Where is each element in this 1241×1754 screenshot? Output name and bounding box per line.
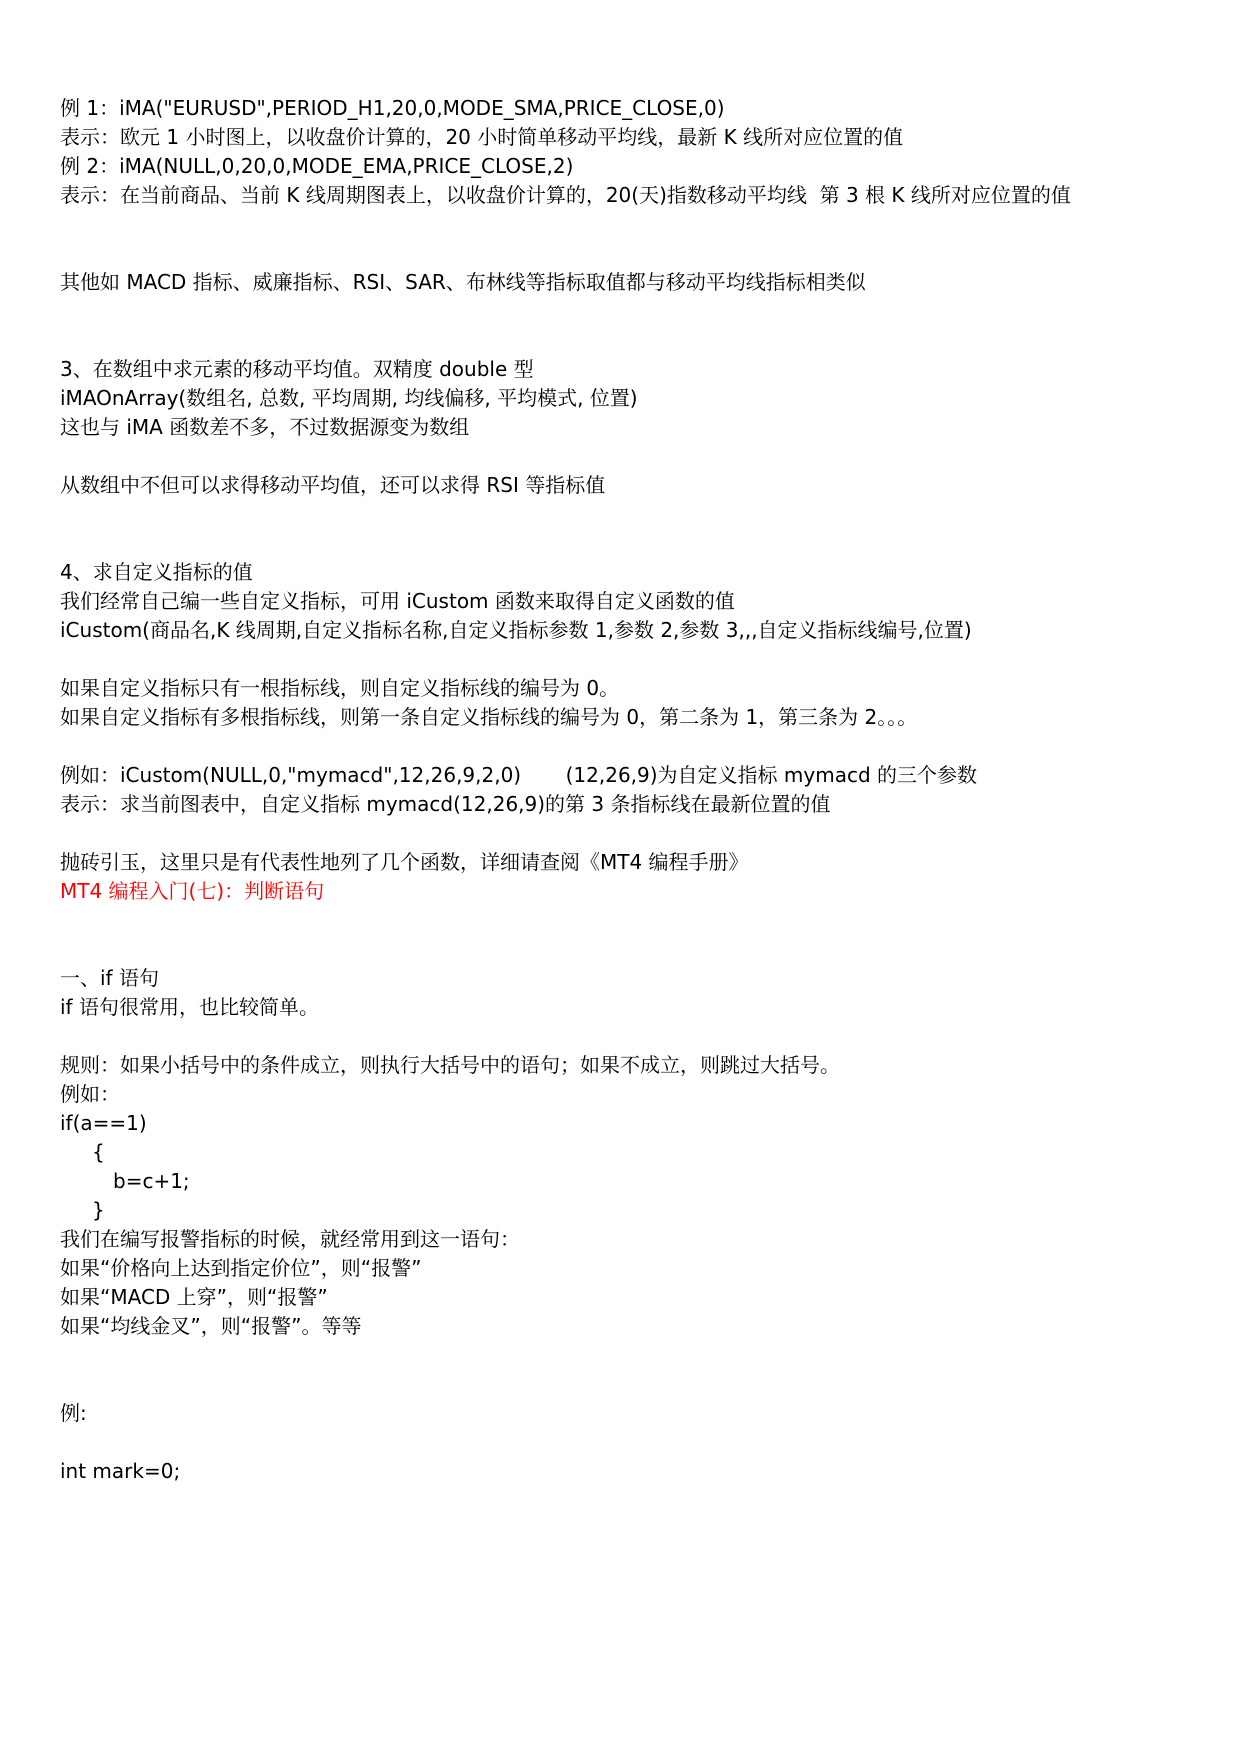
code-line-int-mark: int mark=0;	[60, 1459, 181, 1483]
code-line-assignment: b=c+1;	[113, 1169, 190, 1193]
text-line-if-common: if 语句很常用，也比较简单。	[60, 995, 319, 1019]
text-line-alert-price: 如果“价格向上达到指定价位”，则“报警”	[60, 1256, 422, 1280]
text-line-array-rsi: 从数组中不但可以求得移动平均值，还可以求得 RSI 等指标值	[60, 473, 606, 497]
text-line-example-1: 例 1：iMA("EURUSD",PERIOD_H1,20,0,MODE_SMA,PRICE_CLOSE,0)	[60, 96, 725, 120]
text-line-imaonarray-desc: 这也与 iMA 函数差不多，不过数据源变为数组	[60, 415, 470, 439]
code-line-if: if(a==1)	[60, 1111, 147, 1135]
section-if-title: 一、if 语句	[60, 966, 159, 990]
text-line-reference-manual: 抛砖引玉，这里只是有代表性地列了几个函数，详细请查阅《MT4 编程手册》	[60, 850, 749, 874]
code-line-close-brace: }	[92, 1198, 105, 1222]
text-line-if-rule: 规则：如果小括号中的条件成立，则执行大括号中的语句；如果不成立，则跳过大括号。	[60, 1053, 840, 1077]
text-line-icustom-example-desc: 表示：求当前图表中，自定义指标 mymacd(12,26,9)的第 3 条指标线在最新位置的值	[60, 792, 831, 816]
text-line-for-example: 例如：	[60, 1082, 120, 1106]
text-line-other-indicators: 其他如 MACD 指标、威廉指标、RSI、SAR、布林线等指标取值都与移动平均线指标相类似	[60, 270, 866, 294]
chapter-heading-red: MT4 编程入门(七)：判断语句	[60, 879, 325, 903]
code-line-open-brace: {	[92, 1140, 105, 1164]
text-line-icustom-syntax: iCustom(商品名,K 线周期,自定义指标名称,自定义指标参数 1,参数 2,参数 3,,,自定义指标线编号,位置)	[60, 618, 972, 642]
text-line-single-line: 如果自定义指标只有一根指标线，则自定义指标线的编号为 0。	[60, 676, 620, 700]
text-line-example-1-desc: 表示：欧元 1 小时图上，以收盘价计算的，20 小时简单移动平均线，最新 K 线所对应位置的值	[60, 125, 904, 149]
text-line-icustom-intro: 我们经常自己编一些自定义指标，可用 iCustom 函数来取得自定义函数的值	[60, 589, 735, 613]
text-line-example-2: 例 2：iMA(NULL,0,20,0,MODE_EMA,PRICE_CLOSE,2)	[60, 154, 574, 178]
section-4-title: 4、求自定义指标的值	[60, 560, 253, 584]
text-line-icustom-example: 例如：iCustom(NULL,0,"mymacd",12,26,9,2,0) (12,26,9)为自定义指标 mymacd 的三个参数	[60, 763, 978, 787]
text-line-alert-ma-cross: 如果“均线金叉”，则“报警”。等等	[60, 1314, 362, 1338]
text-line-example-label: 例:	[60, 1401, 87, 1425]
text-line-example-2-desc: 表示：在当前商品、当前 K 线周期图表上，以收盘价计算的，20(天)指数移动平均线 第 3 根 K 线所对应位置的值	[60, 183, 1071, 207]
text-line-imaonarray: iMAOnArray(数组名, 总数, 平均周期, 均线偏移, 平均模式, 位置)	[60, 386, 638, 410]
text-line-alert-macd: 如果“MACD 上穿”，则“报警”	[60, 1285, 328, 1309]
section-3-title: 3、在数组中求元素的移动平均值。双精度 double 型	[60, 357, 534, 381]
text-line-multi-line: 如果自定义指标有多根指标线，则第一条自定义指标线的编号为 0，第二条为 1，第三条为 2。。。	[60, 705, 918, 729]
text-line-alert-usage: 我们在编写报警指标的时候，就经常用到这一语句：	[60, 1227, 520, 1251]
